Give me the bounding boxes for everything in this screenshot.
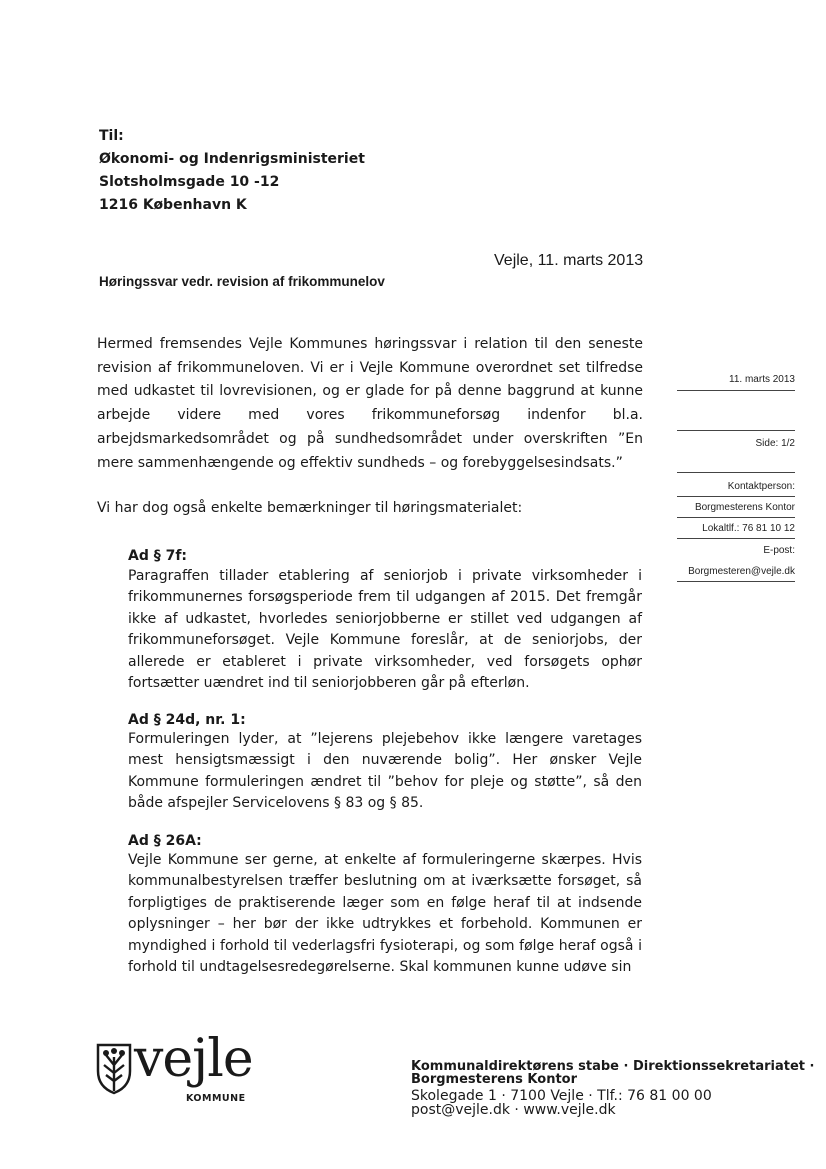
sidebar-divider [677, 538, 795, 539]
sidebar-contact-label: Kontaktperson: [727, 481, 795, 492]
footer-line-3: Skolegade 1 · 7100 Vejle · Tlf.: 76 81 00 00 [411, 1088, 712, 1104]
sidebar-contact-name: Borgmesterens Kontor [694, 502, 795, 513]
section-title-24d: Ad § 24d, nr. 1: [128, 712, 246, 728]
sidebar-email: Borgmesteren@vejle.dk [688, 566, 795, 577]
recipient-to-label: Til: [99, 128, 124, 144]
recipient-line-3: 1216 København K [99, 197, 247, 213]
sidebar-phone: Lokaltlf.: 76 81 10 12 [702, 523, 795, 534]
coat-of-arms-icon [96, 1043, 132, 1095]
sidebar-divider [677, 430, 795, 431]
recipient-address [99, 125, 365, 217]
recipient-line-1: Økonomi- og Indenrigsministeriet [99, 151, 365, 167]
section-body-7f: Paragraffen tillader etablering af seniorjob i private virksomheder i frikommunernes forsøgsperiode frem til udgangen af 2015. Det fremgår ikke af udkastet, hvorledes seniorjobberne er stillet ved udgangen af frikommuneforsøget. Vejle Kommune foreslår, at de seniorjobs, der allerede er etableret i private virksomheder, ved forsøgets ophør fortsætter uændret ind til seniorjobberen går på efterløn. [128, 568, 642, 692]
sidebar-divider [677, 517, 795, 518]
sidebar-divider [677, 472, 795, 473]
section-body-24d: Formuleringen lyder, at ”lejerens plejebehov ikke længere varetages mest hensigtsmæssigt i den nuværende bolig”. Her ønsker Vejle Kommune formuleringen ændret til ”behov for pleje og støtte”, så den både afspejler Servicelovens § 83 og § 85. [128, 731, 642, 812]
footer-contact [411, 1089, 712, 1117]
section-title-7f: Ad § 7f: [128, 548, 188, 564]
sidebar-email-label: E-post: [763, 545, 795, 556]
letter-date: Vejle, 11. marts 2013 [494, 252, 644, 269]
logo-subtitle: KOMMUNE [186, 1093, 246, 1104]
sidebar-date: 11. marts 2013 [729, 374, 795, 385]
vejle-kommune-logo [96, 1029, 253, 1107]
section-title-26a: Ad § 26A: [128, 833, 202, 849]
sidebar-divider [677, 390, 795, 391]
footer-department [411, 1060, 814, 1086]
section-body-26a: Vejle Kommune ser gerne, at enkelte af formuleringerne skærpes. Hvis kommunalbestyrelsen træffer beslutning om at iværksætte forsøget, så forpligtiges de praktiserende læger som en følge heraf til at indsende oplysninger – her bør der ikke udtrykkes et forbehold. Kommunen er myndighed i forhold til vederlagsfri fysioterapi, og som følge heraf også i forhold til undtagelsesredegørelserne. Skal kommunen kunne udøve sin [128, 852, 642, 976]
sidebar-divider [677, 581, 795, 582]
letter-subject: Høringssvar vedr. revision af frikommunelov [99, 274, 385, 289]
sidebar-page: Side: 1/2 [755, 438, 795, 449]
sidebar-divider [677, 496, 795, 497]
footer-line-1: Kommunaldirektørens stabe · Direktionssekretariatet · [411, 1059, 815, 1074]
footer-line-2: Borgmesterens Kontor [411, 1072, 578, 1087]
logo-word: vejle [134, 1029, 253, 1089]
recipient-line-2: Slotsholmsgade 10 -12 [99, 174, 280, 190]
intro-paragraph: Hermed fremsendes Vejle Kommunes høringssvar i relation til den seneste revision af frikommuneloven. Vi er i Vejle Kommune overordnet set tilfredse med udkastet til lovrevisionen, og er glade for på denne baggrund at kunne arbejde videre med vores frikommuneforsøg indenfor bl.a. arbejdsmarkedsområdet og på sundhedsområdet under overskriften ”En mere sammenhængende og effektiv sundheds – og forebyggelsesindsats.” [97, 336, 643, 471]
remarks-intro: Vi har dog også enkelte bemærkninger til høringsmaterialet: [97, 500, 523, 516]
footer-line-4: post@vejle.dk · www.vejle.dk [411, 1102, 616, 1118]
